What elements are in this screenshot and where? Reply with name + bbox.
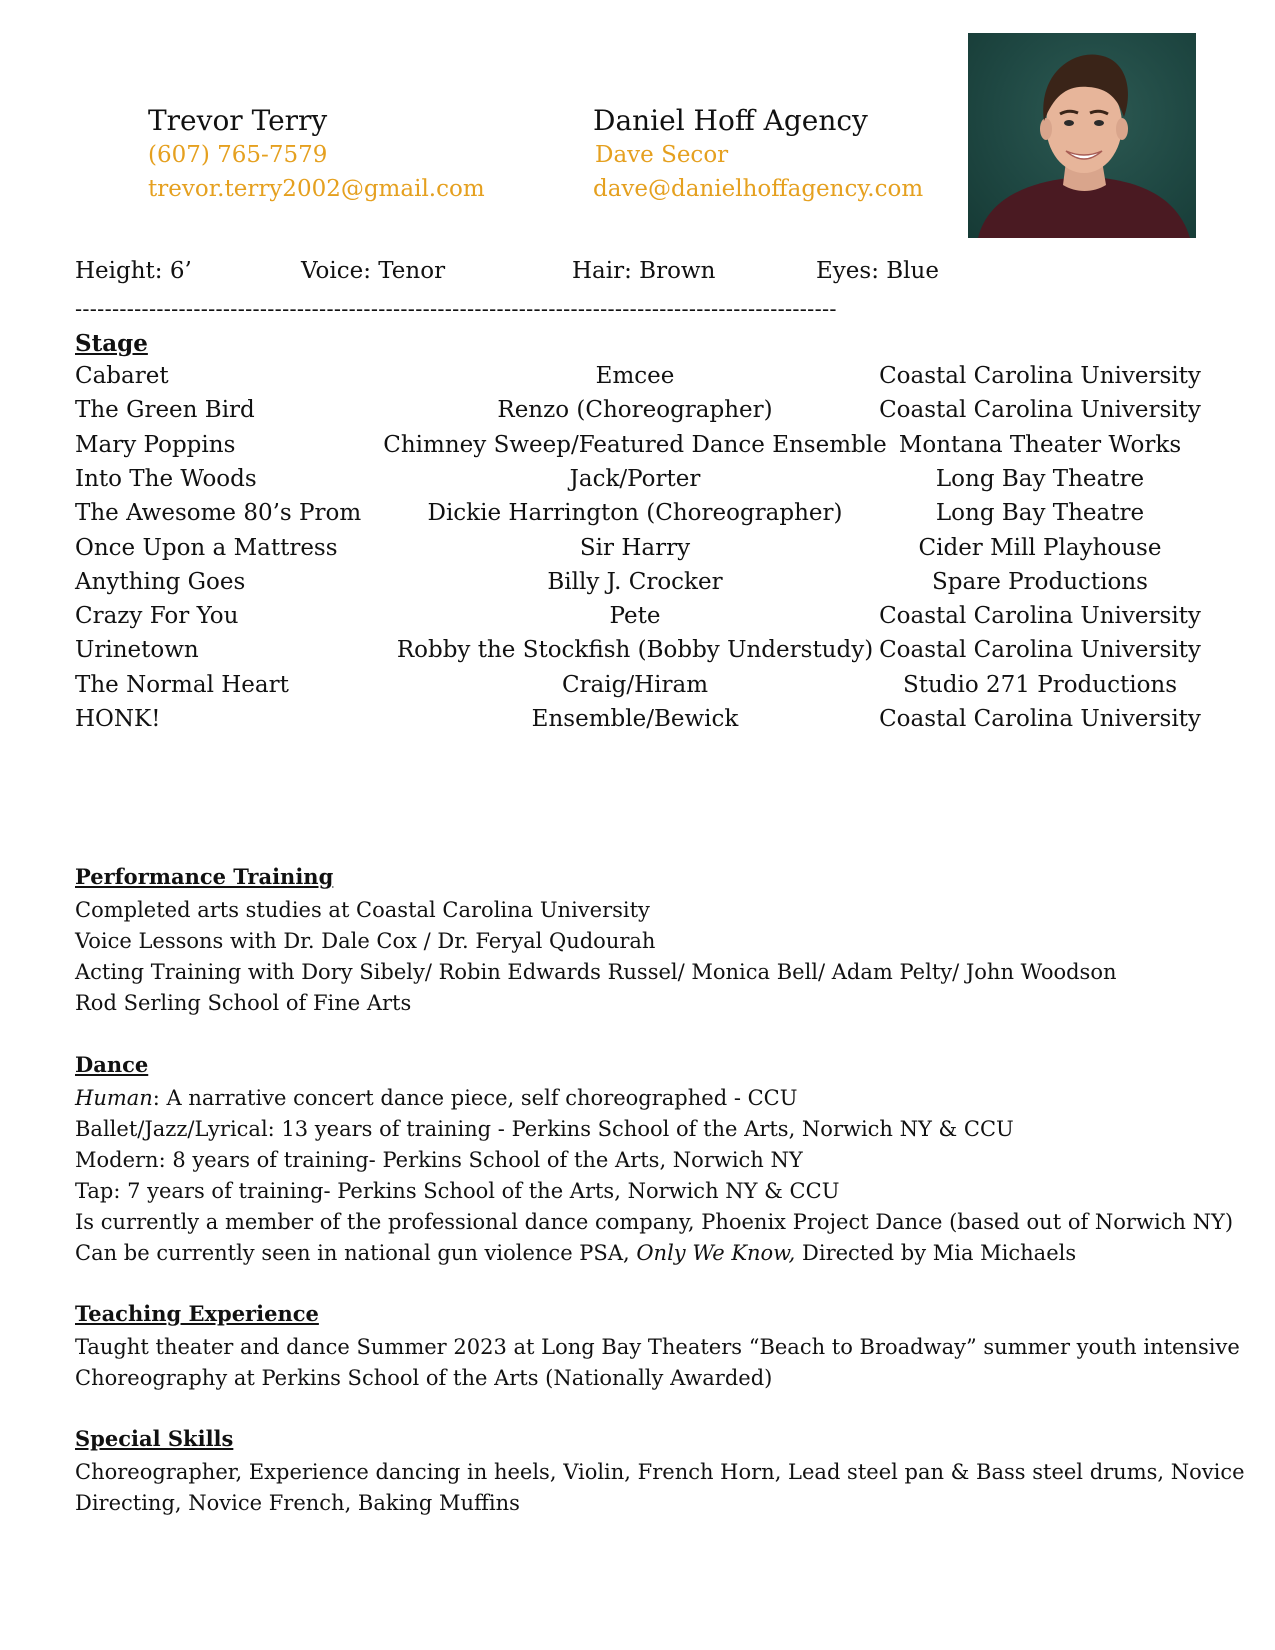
teaching-line: Taught theater and dance Summer 2023 at Long Bay Theaters “Beach to Broadway” summer youth intensive — [75, 1335, 1240, 1359]
teaching-line: Choreography at Perkins School of the Arts (Nationally Awarded) — [75, 1366, 773, 1390]
stage-role: Craig/Hiram — [561, 671, 709, 698]
dance-heading: Dance — [75, 1052, 149, 1077]
stat-hair: Hair: Brown — [572, 258, 716, 284]
teaching-heading: Teaching Experience — [75, 1301, 319, 1326]
stage-venue: Long Bay Theatre — [935, 465, 1145, 492]
stage-show-title: The Normal Heart — [75, 671, 289, 698]
training-heading: Performance Training — [75, 864, 334, 889]
training-line: Rod Serling School of Fine Arts — [75, 991, 412, 1015]
skills-line: Directing, Novice French, Baking Muffins — [75, 1491, 520, 1515]
actor-name: Trevor Terry — [148, 104, 328, 137]
dance-line: Tap: 7 years of training- Perkins School of the Arts, Norwich NY & CCU — [75, 1179, 840, 1203]
headshot-illustration — [968, 33, 1196, 238]
stage-role: Ensemble/Bewick — [531, 706, 739, 732]
human-title: Human — [75, 1086, 153, 1110]
training-line: Voice Lessons with Dr. Dale Cox / Dr. Feryal Qudourah — [75, 929, 656, 953]
dance-list — [75, 1083, 1233, 1269]
stage-show-title: The Green Bird — [75, 397, 255, 424]
agency-name: Daniel Hoff Agency — [593, 104, 868, 137]
stage-show-title: Mary Poppins — [75, 431, 236, 458]
stage-credit-row — [75, 706, 1205, 740]
stage-role: Emcee — [595, 363, 675, 389]
stage-show-title: Once Upon a Mattress — [75, 534, 338, 561]
dance-line-human — [75, 1083, 1233, 1114]
stage-venue: Coastal Carolina University — [879, 637, 1201, 664]
actor-phone[interactable]: (607) 765-7579 — [148, 142, 328, 168]
stage-role: Renzo (Choreographer) — [497, 397, 773, 424]
stage-credit-row — [75, 672, 1205, 706]
stage-venue: Coastal Carolina University — [879, 706, 1201, 732]
stage-role: Jack/Porter — [569, 465, 701, 492]
training-line: Completed arts studies at Coastal Carolina University — [75, 898, 650, 922]
stage-venue: Coastal Carolina University — [879, 397, 1201, 424]
training-list — [75, 895, 1117, 1019]
stat-eyes: Eyes: Blue — [816, 258, 939, 284]
stage-venue: Coastal Carolina University — [879, 603, 1201, 630]
stage-venue: Coastal Carolina University — [879, 363, 1201, 389]
agent-name: Dave Secor — [595, 142, 729, 168]
dance-line: Modern: 8 years of training- Perkins School of the Arts, Norwich NY — [75, 1148, 803, 1172]
stat-height: Height: 6’ — [75, 258, 192, 284]
stage-role: Billy J. Crocker — [547, 568, 723, 595]
stage-credit-row — [75, 397, 1205, 431]
dance-line: Ballet/Jazz/Lyrical: 13 years of training - Perkins School of the Arts, Norwich NY & CCU — [75, 1117, 1014, 1141]
stage-credit-row — [75, 500, 1205, 534]
stage-venue: Long Bay Theatre — [935, 500, 1145, 527]
training-line: Acting Training with Dory Sibely/ Robin Edwards Russel/ Monica Bell/ Adam Pelty/ John Woodson — [75, 960, 1117, 984]
stage-credit-row — [75, 535, 1205, 569]
stage-show-title: Urinetown — [75, 637, 199, 664]
stage-role: Dickie Harrington (Choreographer) — [427, 500, 843, 527]
stat-voice: Voice: Tenor — [301, 258, 446, 284]
dance-line: Is currently a member of the professional dance company, Phoenix Project Dance (based out of Norwich NY) — [75, 1210, 1234, 1234]
psa-title: Only We Know, — [636, 1241, 796, 1265]
stage-credit-row — [75, 363, 1205, 397]
stage-credit-row — [75, 603, 1205, 637]
stage-role: Robby the Stockfish (Bobby Understudy) — [396, 637, 874, 664]
stage-show-title: Anything Goes — [75, 568, 246, 595]
stage-credit-row — [75, 466, 1205, 500]
stage-credit-row — [75, 637, 1205, 671]
psa-prefix: Can be currently seen in national gun violence PSA, — [75, 1241, 637, 1265]
skills-heading: Special Skills — [75, 1426, 234, 1451]
stage-show-title: HONK! — [75, 706, 161, 732]
stage-credit-row — [75, 569, 1205, 603]
stage-show-title: Cabaret — [75, 363, 169, 389]
stage-role: Pete — [609, 603, 661, 630]
actor-email[interactable]: trevor.terry2002@gmail.com — [148, 176, 485, 202]
skills-list — [75, 1457, 1245, 1519]
teaching-list — [75, 1332, 1240, 1394]
headshot-photo — [968, 33, 1196, 238]
stage-show-title: The Awesome 80’s Prom — [75, 500, 362, 527]
stage-venue: Cider Mill Playhouse — [918, 534, 1162, 561]
stage-venue: Spare Productions — [932, 568, 1148, 595]
stage-venue: Studio 271 Productions — [902, 671, 1178, 698]
stage-role: Sir Harry — [579, 534, 691, 561]
stage-heading: Stage — [75, 330, 148, 357]
stage-venue: Montana Theater Works — [898, 431, 1182, 458]
psa-suffix: Directed by Mia Michaels — [795, 1241, 1077, 1265]
agent-email[interactable]: dave@danielhoffagency.com — [593, 176, 924, 202]
divider-line: ------------------------------------------------------------------------------------------------------- — [75, 297, 837, 321]
stage-show-title: Crazy For You — [75, 603, 239, 630]
human-description: : A narrative concert dance piece, self choreographed - CCU — [152, 1086, 798, 1110]
stage-show-title: Into The Woods — [75, 465, 257, 492]
stage-credit-row — [75, 432, 1205, 466]
stage-role: Chimney Sweep/Featured Dance Ensemble — [383, 431, 887, 458]
skills-line: Choreographer, Experience dancing in heels, Violin, French Horn, Lead steel pan & Bass steel drums, Novice — [75, 1460, 1245, 1484]
dance-line-psa — [75, 1238, 1233, 1269]
